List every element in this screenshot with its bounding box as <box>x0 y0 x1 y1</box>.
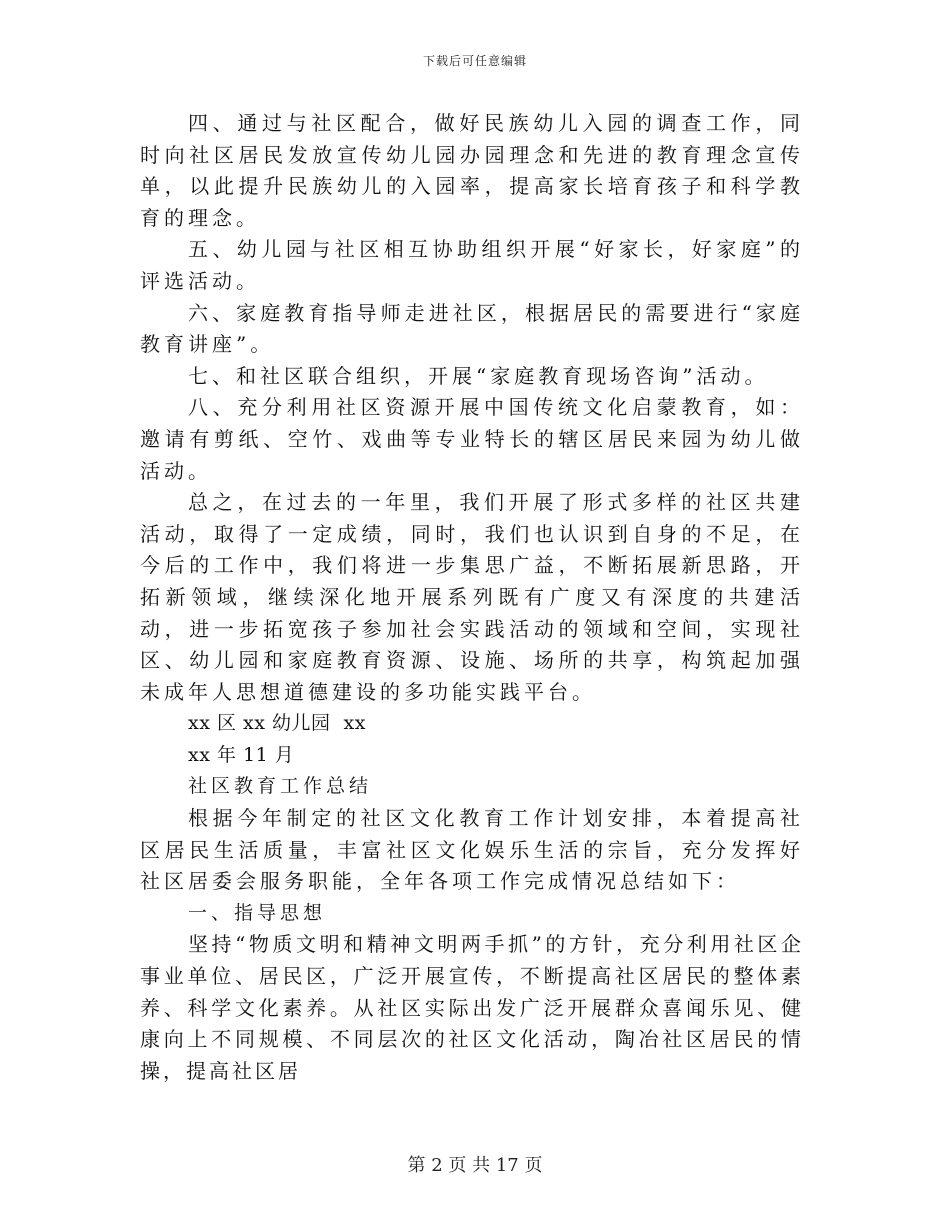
paragraph-guiding-thought: 坚持“物质文明和精神文明两手抓”的方针，充分利用社区企事业单位、居民区，广泛开展宣传，不断提高社区居民的整体素养、科学文化素养。从社区实际出发广泛开展群众喜闻乐见、健康向上不同规模、不同层次的社区文化活动，陶冶社区居民的情操，提高社区居 <box>140 932 804 1083</box>
paragraph-intro: 根据今年制定的社区文化教育工作计划安排，本着提高社区居民生活质量，丰富社区文化娱乐生活的宗旨，充分发挥好社区居委会服务职能，全年各项工作完成情况总结如下： <box>140 806 804 894</box>
page-number-footer: 第 2 页 共 17 页 <box>407 1155 543 1176</box>
paragraph-item-8: 八、充分利用社区资源开展中国传统文化启蒙教育，如：邀请有剪纸、空竹、戏曲等专业特长的辖区居民来园为幼儿做活动。 <box>140 395 804 483</box>
paragraph-item-5: 五、幼儿园与社区相互协助组织开展“好家长，好家庭”的评选活动。 <box>140 237 804 293</box>
section-heading-guiding-thought: 一、指导思想 <box>188 901 327 924</box>
date-line: xx 年 11 月 <box>188 743 295 766</box>
page-header-note: 下载后可任意编辑 <box>422 54 527 68</box>
document-body <box>140 108 804 1087</box>
paragraph-conclusion: 总之，在过去的一年里，我们开展了形式多样的社区共建活动，取得了一定成绩，同时，我们也认识到自身的不足，在今后的工作中，我们将进一步集思广益，不断拓展新思路，开拓新领域，继续深化地开展系列既有广度又有深度的共建活动，进一步拓宽孩子参加社会实践活动的领域和空间，实现社区、幼儿园和家庭教育资源、设施、场所的共享，构筑起加强未成年人思想道德建设的多功能实践平台。 <box>140 490 804 704</box>
paragraph-item-6: 六、家庭教育指导师走进社区，根据居民的需要进行“家庭教育讲座”。 <box>140 300 804 357</box>
paragraph-item-4: 四、通过与社区配合，做好民族幼儿入园的调查工作，同时向社区居民发放宣传幼儿园办园理念和先进的教育理念宣传单，以此提升民族幼儿的入园率，提高家长培育孩子和科学教育的理念。 <box>140 111 804 230</box>
signature-line: xx 区 xx 幼儿园 xx <box>188 712 366 735</box>
paragraph-item-7: 七、和社区联合组织，开展“家庭教育现场咨询”活动。 <box>188 363 769 388</box>
section-title: 社区教育工作总结 <box>188 775 373 798</box>
